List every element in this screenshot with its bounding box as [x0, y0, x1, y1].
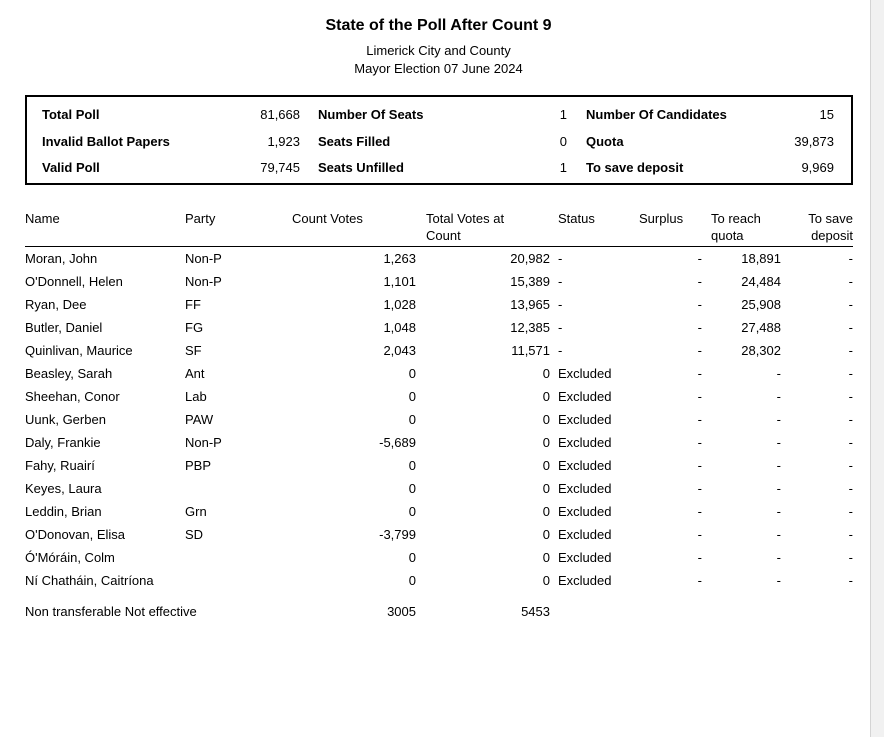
- candidate-to-reach-quota: -: [776, 527, 781, 542]
- table-row: [0, 293, 870, 316]
- page-edge: [870, 0, 884, 737]
- candidate-total-votes: 13,965: [510, 297, 550, 312]
- page-subtitle-election: Mayor Election 07 June 2024: [354, 61, 523, 76]
- candidates-value: 15: [819, 107, 834, 122]
- seats-unfilled-value: 1: [559, 160, 567, 175]
- candidate-name: Keyes, Laura: [25, 481, 102, 496]
- candidate-count-votes: 1,101: [383, 274, 416, 289]
- candidate-count-votes: 1,048: [383, 320, 416, 335]
- candidate-status: Excluded: [558, 412, 612, 427]
- candidate-total-votes: 0: [542, 435, 550, 450]
- candidate-to-save-deposit: -: [848, 412, 853, 427]
- candidate-to-reach-quota: -: [776, 435, 781, 450]
- candidate-surplus: -: [697, 251, 702, 266]
- valid-poll-value: 79,745: [260, 160, 300, 175]
- table-row: [0, 362, 870, 385]
- candidate-name: O'Donovan, Elisa: [25, 527, 126, 542]
- candidate-to-reach-quota: 24,484: [741, 274, 781, 289]
- col-header-name: Name: [25, 211, 60, 226]
- col-header-deposit-line2: deposit: [811, 228, 853, 243]
- candidate-total-votes: 0: [542, 389, 550, 404]
- candidate-total-votes: 0: [542, 527, 550, 542]
- table-row: [0, 339, 870, 362]
- col-header-status: Status: [558, 211, 595, 226]
- table-row: [0, 385, 870, 408]
- candidate-status: -: [558, 274, 563, 289]
- candidate-status: Excluded: [558, 366, 612, 381]
- candidate-name: Ní Chatháin, Caitríona: [25, 573, 154, 588]
- quota-value: 39,873: [794, 134, 834, 149]
- candidate-name: Fahy, Ruairí: [25, 458, 95, 473]
- candidate-to-reach-quota: -: [776, 458, 781, 473]
- candidate-to-reach-quota: -: [776, 504, 781, 519]
- table-row: [0, 523, 870, 546]
- total-poll-label: Total Poll: [42, 107, 100, 122]
- col-header-to-reach-quota: [711, 210, 761, 244]
- invalid-ballots-label: Invalid Ballot Papers: [42, 134, 170, 149]
- candidate-to-reach-quota: -: [776, 550, 781, 565]
- candidate-to-reach-quota: -: [776, 366, 781, 381]
- table-row: [0, 477, 870, 500]
- candidate-surplus: -: [697, 550, 702, 565]
- candidate-to-save-deposit: -: [848, 481, 853, 496]
- candidate-count-votes: -3,799: [379, 527, 416, 542]
- candidate-party: Non-P: [185, 435, 222, 450]
- candidate-party: Lab: [185, 389, 207, 404]
- col-header-deposit-line1: To save: [808, 211, 853, 226]
- candidate-count-votes: 0: [408, 550, 416, 565]
- candidate-count-votes: 0: [408, 573, 416, 588]
- seats-filled-value: 0: [559, 134, 567, 149]
- candidate-to-reach-quota: -: [776, 412, 781, 427]
- page-subtitle-constituency: Limerick City and County: [366, 43, 511, 58]
- table-row: [0, 431, 870, 454]
- candidate-party: PBP: [185, 458, 212, 473]
- candidate-party: Grn: [185, 504, 207, 519]
- candidate-status: Excluded: [558, 481, 612, 496]
- candidate-to-reach-quota: 25,908: [741, 297, 781, 312]
- candidate-party: Non-P: [185, 274, 222, 289]
- candidate-name: Butler, Daniel: [25, 320, 103, 335]
- candidates-label: Number Of Candidates: [586, 107, 727, 122]
- candidate-to-save-deposit: -: [848, 274, 853, 289]
- page-title: State of the Poll After Count 9: [325, 17, 552, 34]
- candidate-name: Ó'Móráin, Colm: [25, 550, 115, 565]
- candidate-to-save-deposit: -: [848, 389, 853, 404]
- col-header-reach-line1: To reach: [711, 211, 761, 226]
- candidate-to-save-deposit: -: [848, 297, 853, 312]
- candidate-party: FG: [185, 320, 204, 335]
- candidate-party: SF: [185, 343, 202, 358]
- candidate-count-votes: 0: [408, 504, 416, 519]
- candidate-surplus: -: [697, 458, 702, 473]
- footer-total: 5453: [521, 604, 550, 619]
- candidate-count-votes: 0: [408, 458, 416, 473]
- candidate-total-votes: 0: [542, 412, 550, 427]
- table-row: [0, 500, 870, 523]
- candidate-surplus: -: [697, 504, 702, 519]
- candidate-to-save-deposit: -: [848, 458, 853, 473]
- candidate-to-save-deposit: -: [848, 366, 853, 381]
- footer-count: 3005: [387, 604, 416, 619]
- seats-label: Number Of Seats: [318, 107, 424, 122]
- candidate-total-votes: 0: [542, 550, 550, 565]
- candidate-surplus: -: [697, 366, 702, 381]
- footer-row: [0, 600, 870, 623]
- candidate-surplus: -: [697, 389, 702, 404]
- candidate-name: Leddin, Brian: [25, 504, 102, 519]
- quota-label: Quota: [586, 134, 624, 149]
- col-header-reach-line2: quota: [711, 228, 744, 243]
- candidate-name: Ryan, Dee: [25, 297, 87, 312]
- summary-box: [25, 95, 853, 185]
- candidate-status: Excluded: [558, 550, 612, 565]
- candidate-to-save-deposit: -: [848, 435, 853, 450]
- candidate-party: Ant: [185, 366, 205, 381]
- col-header-to-save-deposit: [790, 210, 853, 244]
- table-row: [0, 408, 870, 431]
- candidate-status: -: [558, 343, 563, 358]
- candidate-count-votes: 0: [408, 481, 416, 496]
- table-row: [0, 247, 870, 270]
- candidate-to-save-deposit: -: [848, 343, 853, 358]
- table-row: [0, 316, 870, 339]
- candidate-surplus: -: [697, 343, 702, 358]
- candidate-total-votes: 15,389: [510, 274, 550, 289]
- col-header-count-votes: Count Votes: [292, 211, 363, 226]
- candidate-surplus: -: [697, 274, 702, 289]
- candidate-party: Non-P: [185, 251, 222, 266]
- candidate-status: -: [558, 297, 563, 312]
- candidate-name: Sheehan, Conor: [25, 389, 120, 404]
- table-row: [0, 454, 870, 477]
- seats-filled-label: Seats Filled: [318, 134, 391, 149]
- candidate-status: Excluded: [558, 527, 612, 542]
- col-header-total-votes-line1: Total Votes at: [426, 211, 505, 226]
- candidate-name: Uunk, Gerben: [25, 412, 106, 427]
- candidate-count-votes: 2,043: [383, 343, 416, 358]
- candidate-to-save-deposit: -: [848, 504, 853, 519]
- col-header-total-votes: [426, 210, 504, 244]
- candidate-surplus: -: [697, 412, 702, 427]
- candidate-to-save-deposit: -: [848, 573, 853, 588]
- candidate-total-votes: 0: [542, 458, 550, 473]
- candidate-to-reach-quota: -: [776, 389, 781, 404]
- table-row: [0, 546, 870, 569]
- candidate-name: Moran, John: [25, 251, 98, 266]
- candidate-party: PAW: [185, 412, 214, 427]
- valid-poll-label: Valid Poll: [42, 160, 100, 175]
- candidate-total-votes: 0: [542, 366, 550, 381]
- candidate-name: Quinlivan, Maurice: [25, 343, 133, 358]
- candidate-status: Excluded: [558, 573, 612, 588]
- candidate-to-reach-quota: -: [776, 481, 781, 496]
- candidate-to-reach-quota: 28,302: [741, 343, 781, 358]
- candidate-status: Excluded: [558, 504, 612, 519]
- col-header-party: Party: [185, 211, 216, 226]
- candidate-count-votes: 0: [408, 366, 416, 381]
- table-row: [0, 569, 870, 592]
- candidate-total-votes: 20,982: [510, 251, 550, 266]
- candidate-to-save-deposit: -: [848, 527, 853, 542]
- candidate-status: -: [558, 320, 563, 335]
- candidate-total-votes: 0: [542, 573, 550, 588]
- candidate-total-votes: 0: [542, 481, 550, 496]
- candidate-party: FF: [185, 297, 201, 312]
- candidate-status: Excluded: [558, 389, 612, 404]
- candidate-count-votes: 0: [408, 389, 416, 404]
- candidate-surplus: -: [697, 481, 702, 496]
- candidate-surplus: -: [697, 297, 702, 312]
- seats-unfilled-label: Seats Unfilled: [318, 160, 404, 175]
- seats-value: 1: [559, 107, 567, 122]
- save-deposit-value: 9,969: [801, 160, 834, 175]
- candidate-name: O'Donnell, Helen: [25, 274, 123, 289]
- candidate-surplus: -: [697, 435, 702, 450]
- candidate-surplus: -: [697, 527, 702, 542]
- candidate-count-votes: 1,263: [383, 251, 416, 266]
- candidate-total-votes: 11,571: [511, 343, 550, 358]
- total-poll-value: 81,668: [260, 107, 300, 122]
- candidate-surplus: -: [697, 320, 702, 335]
- candidate-count-votes: 1,028: [383, 297, 416, 312]
- candidate-status: -: [558, 251, 563, 266]
- candidate-to-save-deposit: -: [848, 320, 853, 335]
- col-header-total-votes-line2: Count: [426, 228, 461, 243]
- candidate-status: Excluded: [558, 458, 612, 473]
- col-header-surplus: Surplus: [639, 211, 684, 226]
- save-deposit-label: To save deposit: [586, 160, 684, 175]
- candidate-total-votes: 0: [542, 504, 550, 519]
- candidate-name: Beasley, Sarah: [25, 366, 113, 381]
- table-row: [0, 270, 870, 293]
- candidate-status: Excluded: [558, 435, 612, 450]
- candidate-party: SD: [185, 527, 204, 542]
- candidate-to-reach-quota: 18,891: [741, 251, 781, 266]
- footer-label: Non transferable Not effective: [25, 604, 197, 619]
- candidate-to-reach-quota: 27,488: [741, 320, 781, 335]
- candidate-to-save-deposit: -: [848, 251, 853, 266]
- candidate-to-reach-quota: -: [776, 573, 781, 588]
- candidate-surplus: -: [697, 573, 702, 588]
- candidate-count-votes: 0: [408, 412, 416, 427]
- candidate-name: Daly, Frankie: [25, 435, 101, 450]
- invalid-ballots-value: 1,923: [267, 134, 300, 149]
- candidate-total-votes: 12,385: [510, 320, 550, 335]
- candidate-count-votes: -5,689: [379, 435, 416, 450]
- candidate-to-save-deposit: -: [848, 550, 853, 565]
